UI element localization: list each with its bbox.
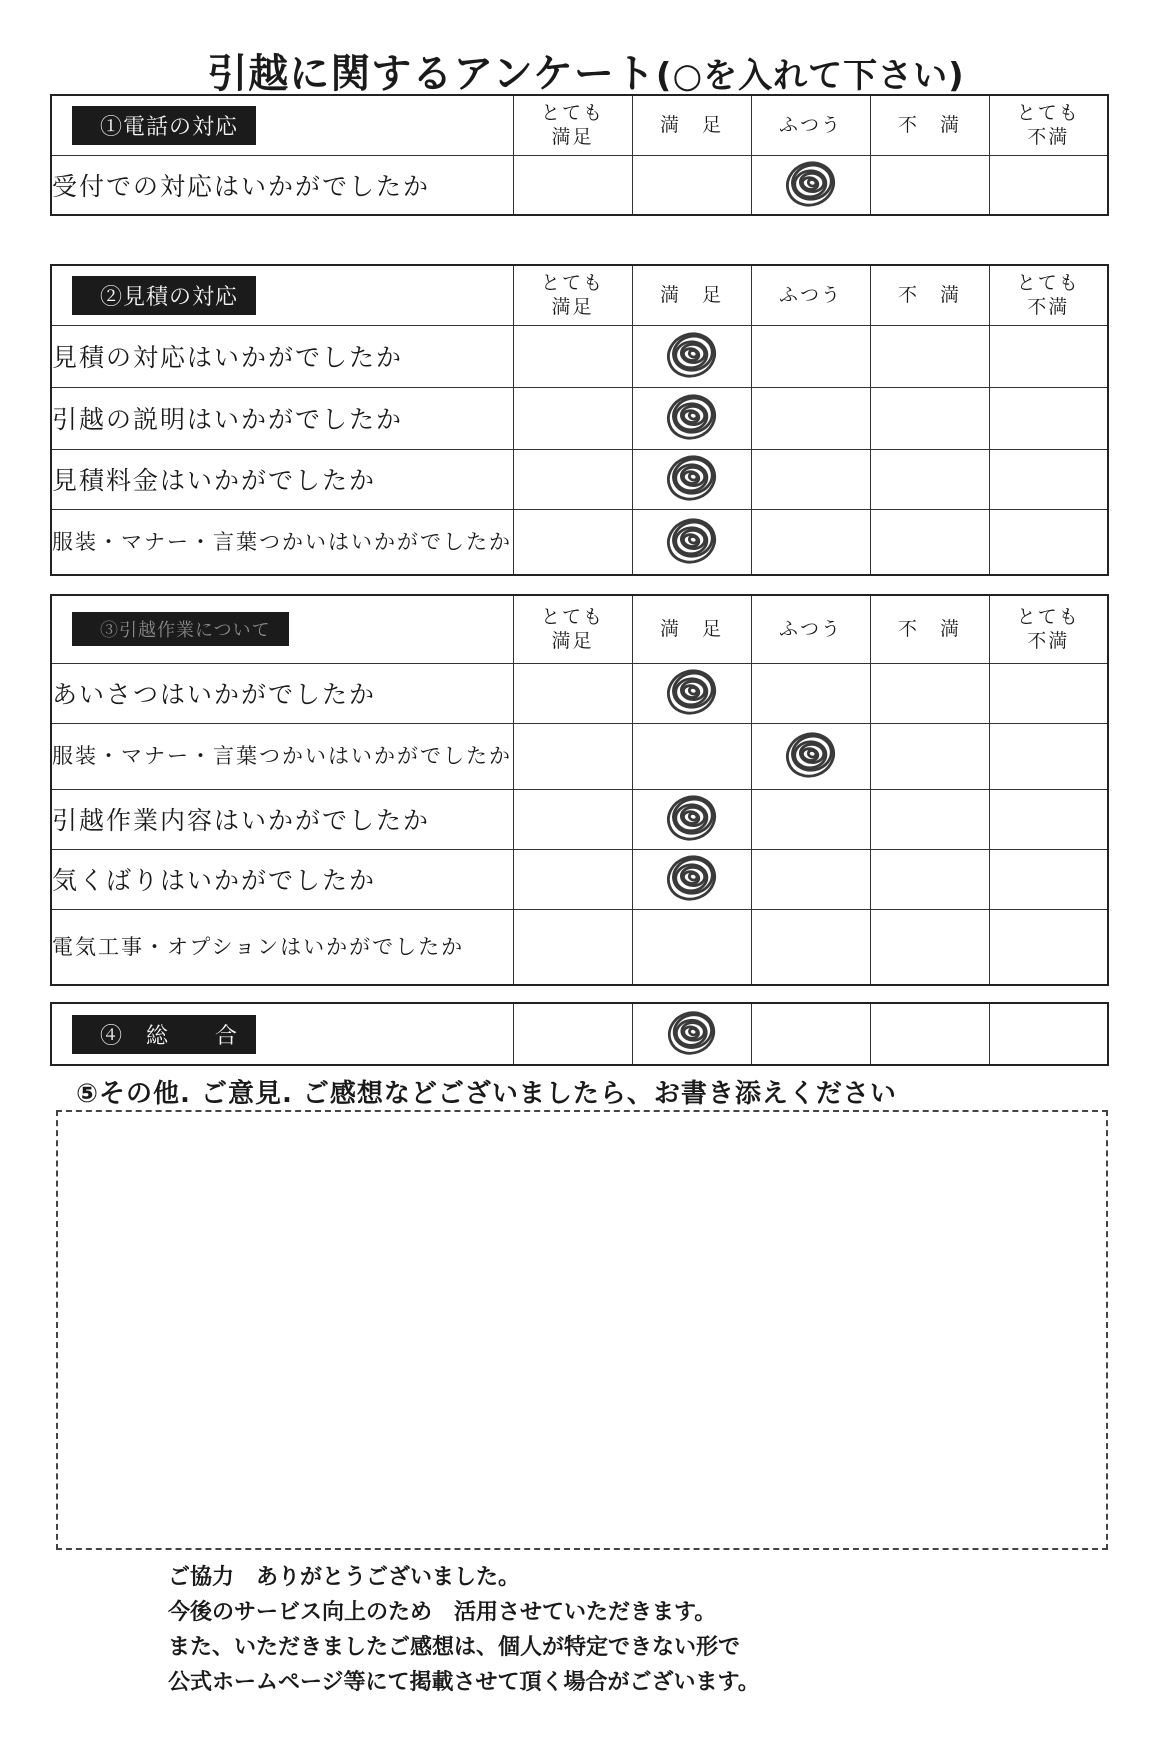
- rating-cell[interactable]: [632, 325, 751, 387]
- rating-column-header: 不 満: [870, 265, 989, 325]
- rating-column-header: とても 不満: [989, 265, 1108, 325]
- rating-cell[interactable]: [632, 909, 751, 985]
- rating-cell[interactable]: [989, 155, 1108, 215]
- rating-cell[interactable]: [870, 449, 989, 509]
- rating-cell[interactable]: [632, 509, 751, 575]
- selected-circle-mark: [666, 665, 718, 717]
- rating-cell[interactable]: [989, 663, 1108, 723]
- comment-box[interactable]: [56, 1110, 1108, 1550]
- rating-column-header: 満 足: [632, 595, 751, 663]
- rating-cell[interactable]: [989, 509, 1108, 575]
- question-row: [51, 849, 1108, 909]
- rating-cell[interactable]: [751, 387, 870, 449]
- rating-column-header: ふつう: [751, 265, 870, 325]
- rating-cell[interactable]: [632, 849, 751, 909]
- rating-column-header: 不 満: [870, 595, 989, 663]
- rating-column-header: とても 満足: [513, 95, 632, 155]
- title-main: 引越に関するアンケート: [207, 51, 656, 97]
- rating-cell[interactable]: [632, 663, 751, 723]
- rating-cell[interactable]: [751, 449, 870, 509]
- rating-cell[interactable]: [870, 663, 989, 723]
- rating-cell[interactable]: [513, 449, 632, 509]
- selected-circle-mark: [666, 451, 718, 503]
- rating-cell[interactable]: [870, 155, 989, 215]
- section5-label: ⑤その他. ご意見. ご感想などございましたら、お書き添えください: [76, 1079, 897, 1109]
- rating-column-header: 不 満: [870, 95, 989, 155]
- rating-column-header: ふつう: [751, 595, 870, 663]
- rating-cell[interactable]: [513, 789, 632, 849]
- section-header-cell: [51, 595, 513, 663]
- question-row: [51, 723, 1108, 789]
- rating-column-header: 満 足: [632, 265, 751, 325]
- rating-column-header: ふつう: [751, 95, 870, 155]
- rating-cell[interactable]: [989, 849, 1108, 909]
- selected-circle-mark: [785, 157, 837, 209]
- question-row: [51, 663, 1108, 723]
- rating-column-header: 満 足: [632, 95, 751, 155]
- rating-cell[interactable]: [751, 849, 870, 909]
- rating-cell[interactable]: [513, 325, 632, 387]
- section-label: ②見積の対応: [72, 276, 256, 315]
- section-label: ③引越作業について: [72, 612, 289, 646]
- selected-circle-mark: [666, 514, 718, 566]
- survey-title: [0, 42, 1172, 99]
- rating-column-header: とても 不満: [989, 95, 1108, 155]
- rating-cell[interactable]: [751, 663, 870, 723]
- question-text: 服装・マナー・言葉つかいはいかがでしたか: [51, 723, 513, 789]
- rating-cell[interactable]: [751, 1003, 870, 1065]
- rating-cell[interactable]: [513, 155, 632, 215]
- rating-cell[interactable]: [870, 509, 989, 575]
- rating-cell[interactable]: [751, 789, 870, 849]
- rating-cell[interactable]: [513, 509, 632, 575]
- survey-section-table: [50, 594, 1109, 986]
- title-note: (○を入れて下さい): [655, 56, 965, 96]
- rating-cell[interactable]: [989, 789, 1108, 849]
- question-row: [51, 789, 1108, 849]
- question-row: [51, 155, 1108, 215]
- rating-cell[interactable]: [513, 723, 632, 789]
- survey-section-table: [50, 264, 1109, 576]
- rating-cell[interactable]: [751, 909, 870, 985]
- rating-cell[interactable]: [751, 325, 870, 387]
- rating-cell[interactable]: [632, 387, 751, 449]
- question-text: あいさつはいかがでしたか: [51, 663, 513, 723]
- rating-cell[interactable]: [870, 789, 989, 849]
- selected-circle-mark: [666, 328, 718, 380]
- rating-cell[interactable]: [751, 509, 870, 575]
- question-text: 引越の説明はいかがでしたか: [51, 387, 513, 449]
- rating-cell[interactable]: [870, 387, 989, 449]
- rating-column-header: とても 満足: [513, 595, 632, 663]
- rating-cell[interactable]: [989, 449, 1108, 509]
- selected-circle-mark: [666, 851, 718, 903]
- question-text: 見積料金はいかがでしたか: [51, 449, 513, 509]
- rating-cell[interactable]: [870, 849, 989, 909]
- rating-cell[interactable]: [989, 723, 1108, 789]
- closing-line: 公式ホームページ等にて掲載させて頂く場合がございます。: [168, 1670, 760, 1695]
- question-text: 電気工事・オプションはいかがでしたか: [51, 909, 513, 985]
- selected-circle-mark: [785, 728, 837, 780]
- rating-cell[interactable]: [513, 849, 632, 909]
- survey-section-table: [50, 94, 1109, 216]
- question-text: 受付での対応はいかがでしたか: [51, 155, 513, 215]
- rating-column-header: とても 満足: [513, 265, 632, 325]
- closing-line: また、いただきましたご感想は、個人が特定できない形で: [168, 1635, 741, 1660]
- closing-line: ご協力 ありがとうございました。: [168, 1565, 521, 1590]
- rating-cell[interactable]: [870, 1003, 989, 1065]
- rating-cell[interactable]: [989, 387, 1108, 449]
- rating-cell[interactable]: [751, 155, 870, 215]
- overall-label-cell: [51, 1003, 513, 1065]
- rating-cell[interactable]: [632, 155, 751, 215]
- rating-cell[interactable]: [989, 909, 1108, 985]
- rating-cell[interactable]: [513, 909, 632, 985]
- question-row: [51, 325, 1108, 387]
- selected-circle-mark: [666, 791, 718, 843]
- rating-cell[interactable]: [989, 1003, 1108, 1065]
- rating-cell[interactable]: [513, 663, 632, 723]
- question-text: 見積の対応はいかがでしたか: [51, 325, 513, 387]
- overall-label: ④ 総 合: [72, 1015, 256, 1054]
- question-row: [51, 387, 1108, 449]
- question-text: 服装・マナー・言葉つかいはいかがでしたか: [51, 509, 513, 575]
- rating-cell[interactable]: [513, 387, 632, 449]
- question-row: [51, 909, 1108, 985]
- selected-circle-mark: [666, 390, 718, 442]
- overall-table: [50, 1002, 1109, 1066]
- rating-cell[interactable]: [989, 325, 1108, 387]
- rating-cell[interactable]: [751, 723, 870, 789]
- question-text: 引越作業内容はいかがでしたか: [51, 789, 513, 849]
- rating-cell[interactable]: [632, 1003, 751, 1065]
- rating-cell[interactable]: [870, 909, 989, 985]
- closing-line: 今後のサービス向上のため 活用させていただきます。: [168, 1600, 717, 1625]
- section-label: ①電話の対応: [72, 106, 256, 145]
- rating-column-header: とても 不満: [989, 595, 1108, 663]
- rating-cell[interactable]: [870, 723, 989, 789]
- question-row: [51, 509, 1108, 575]
- section-header-cell: [51, 265, 513, 325]
- rating-cell[interactable]: [632, 723, 751, 789]
- rating-cell[interactable]: [870, 325, 989, 387]
- rating-cell[interactable]: [632, 789, 751, 849]
- selected-circle-mark: [667, 1007, 717, 1057]
- question-row: [51, 449, 1108, 509]
- rating-cell[interactable]: [632, 449, 751, 509]
- closing-message: [168, 1560, 760, 1700]
- rating-cell[interactable]: [513, 1003, 632, 1065]
- section-header-cell: [51, 95, 513, 155]
- question-text: 気くばりはいかがでしたか: [51, 849, 513, 909]
